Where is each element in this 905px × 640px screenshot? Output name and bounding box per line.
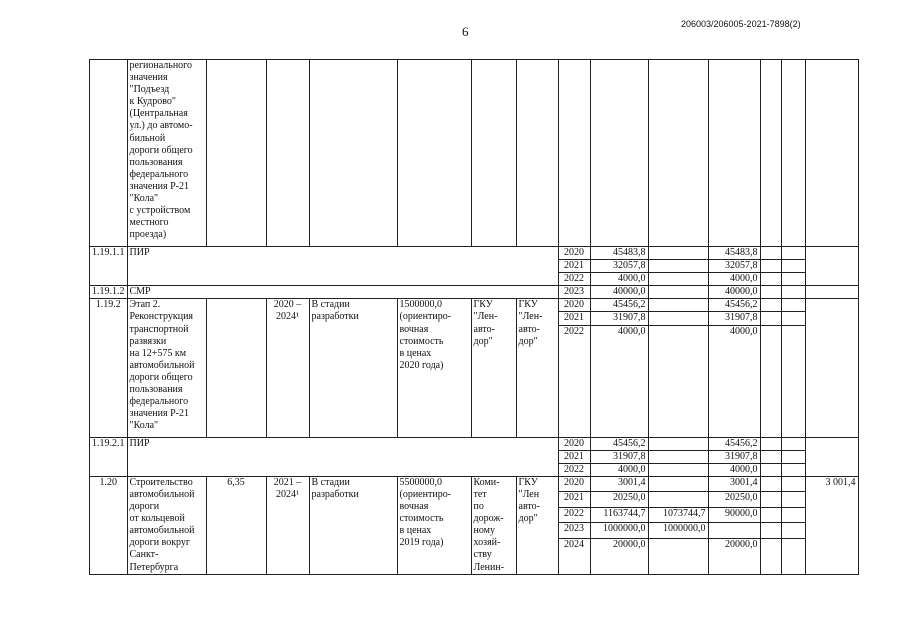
cell-line: по: [473, 501, 484, 513]
project-name-cell: [127, 60, 206, 247]
cell-line: стоимость: [399, 513, 444, 525]
cell-line: 1500000,0: [399, 299, 442, 311]
cell-line: дор": [518, 513, 538, 525]
cell-line: федерального: [129, 396, 189, 408]
executor-cell: [516, 476, 558, 574]
cell-line: (ориентиро-: [399, 488, 452, 500]
cell-line: пользования: [129, 156, 183, 168]
cell-line: 2024¹: [276, 488, 299, 500]
cell-line: проезда): [129, 229, 167, 241]
project-name-cell: [127, 299, 206, 437]
row-label: ПИР: [127, 437, 558, 476]
cell-line: дороги общего: [129, 144, 193, 156]
cell-line: бильной: [129, 132, 166, 144]
cell-code: [90, 60, 128, 247]
cell-line: "Лен: [518, 488, 540, 500]
cell-line: 5500000,0: [399, 476, 442, 488]
table-row: 2022 4000,0 4000,0: [90, 463, 859, 476]
cell-line: федерального: [129, 168, 189, 180]
table-row: 2022 4000,0 4000,0: [90, 273, 859, 286]
table-row: 2022 1163744,7 1073744,7 90000,0: [90, 507, 859, 522]
cell-line: авто-: [518, 501, 540, 513]
cell-line: вочная: [399, 501, 429, 513]
cell-line: в ценах: [399, 525, 432, 537]
cell-line: 2020 года): [399, 359, 444, 371]
status-cell: [309, 476, 397, 574]
row-code: 1.19.1.1: [90, 247, 128, 286]
status-cell: [309, 299, 397, 437]
cell-line: с устройством: [129, 205, 191, 217]
cell-line: стоимость: [399, 335, 444, 347]
row-label: СМР: [127, 286, 558, 299]
executor-cell: [516, 299, 558, 437]
cell-line: ному: [473, 525, 495, 537]
cell-line: Этап 2.: [129, 299, 161, 311]
table-row: 2021 20250,0 20250,0: [90, 492, 859, 507]
cell-line: Реконструкция: [129, 311, 194, 323]
cell-line: ГКУ: [473, 299, 493, 311]
cell-line: дор": [473, 335, 493, 347]
cell-line: В стадии: [311, 299, 350, 311]
table-row: 1.19.1.2 СМР 2023 40000,0 40000,0: [90, 286, 859, 299]
table-row: 2023 1000000,0 1000000,0: [90, 523, 859, 538]
table-row: 2024 20000,0 20000,0: [90, 538, 859, 574]
cell-line: хозяй-: [473, 537, 501, 549]
cell-line: развязки: [129, 335, 167, 347]
cell-line: В стадии: [311, 476, 350, 488]
cell-line: дороги общего: [129, 371, 193, 383]
cell-line: автомобильной: [129, 525, 195, 537]
cell-line: автомобильной: [129, 359, 195, 371]
cell-line: Ленин-: [473, 561, 505, 573]
cell-line: (ориентиро-: [399, 311, 452, 323]
cost-cell: [397, 299, 471, 437]
cell-line: "Кола": [129, 420, 159, 432]
document-code: 206003/206005-2021-7898(2): [681, 19, 801, 29]
program-table: [89, 59, 859, 575]
cost-cell: [397, 476, 471, 574]
cell-line: транспортной: [129, 323, 189, 335]
client-cell: [471, 299, 516, 437]
continuation-row: [90, 60, 859, 247]
cell-line: ГКУ: [518, 299, 538, 311]
cell-line: авто-: [518, 323, 540, 335]
cell-line: дорож-: [473, 513, 504, 525]
cell-line: разработки: [311, 311, 359, 323]
cell-line: 2024¹: [276, 311, 299, 323]
table-row: 2021 31907,8 31907,8: [90, 450, 859, 463]
cell-line: ству: [473, 549, 492, 561]
cell-line: дороги: [129, 501, 160, 513]
cell-line: значения: [129, 72, 168, 84]
table-row: 2021 31907,8 31907,8: [90, 312, 859, 325]
cell-line: ГКУ: [518, 476, 538, 488]
cell-line: 2021 –: [273, 476, 302, 488]
cell-line: значения Р-21: [129, 408, 190, 420]
cell-line: вочная: [399, 323, 429, 335]
cell-line: 2019 года): [399, 537, 444, 549]
cell-line: дор": [518, 335, 538, 347]
last-value-cell: 3 001,4: [805, 476, 858, 574]
cell-line: на 12+575 км: [129, 347, 187, 359]
cell-line: пользования: [129, 384, 183, 396]
cell-line: разработки: [311, 488, 359, 500]
cell-line: от кольцевой: [129, 513, 185, 525]
cell-line: Санкт-: [129, 549, 159, 561]
page-number: 6: [462, 24, 469, 39]
row-code: 1.19.2.1: [90, 437, 128, 476]
cell-line: "Подъезд: [129, 84, 170, 96]
table-row: 1.20 Строительство автомобильной дороги от кольцевой автомобильной дороги вокруг Санкт- Петербурга 6,35 2021 – 2024¹ В стадии разработки 5500000,0 (ориентиро- вочная стоимость в ценах 2019 года) Коми- тет по дорож- ному хозяй- ству Ленин- ГКУ "Лен авто- дор" 2020 3001,4 3001,4 3 001,4: [90, 476, 859, 491]
cell-line: Строительство: [129, 476, 193, 488]
client-cell: [471, 476, 516, 574]
row-code: 1.19.1.2: [90, 286, 128, 299]
cell-line: значения Р-21: [129, 180, 190, 192]
cell-line: ул.) до автомо-: [129, 120, 193, 132]
cell-line: дороги вокруг: [129, 537, 191, 549]
cell-line: тет: [473, 488, 487, 500]
table-row: 2022 4000,0 4000,0: [90, 325, 859, 437]
cell-line: Коми-: [473, 476, 500, 488]
table-row: 1.19.2.1 ПИР 2020 45456,2 45456,2: [90, 437, 859, 450]
table-row: 1.19.1.1 ПИР 2020 45483,8 45483,8: [90, 247, 859, 260]
cell-line: в ценах: [399, 347, 432, 359]
cell-line: автомобильной: [129, 488, 195, 500]
table-row: 2021 32057,8 32057,8: [90, 260, 859, 273]
cell-line: местного: [129, 217, 169, 229]
row-code: 1.19.2: [90, 299, 128, 437]
period-cell: [266, 476, 309, 574]
cell-line: "Лен-: [518, 311, 543, 323]
cell-line: (Центральная: [129, 108, 188, 120]
cell-line: авто-: [473, 323, 495, 335]
row-code: 1.20: [90, 476, 128, 574]
table-row: 1.19.2 Этап 2. Реконструкция транспортной развязки на 12+575 км автомобильной дороги общего пользования федерального значения Р-21 "Кола" 2020 – 2024¹ В стадии разработки 1500000,0 (ориентиро- вочная стоимость в ценах 2020 года) ГКУ "Лен- авто- дор" ГКУ "Лен- авто- дор" 2020 45456,2 45456,2: [90, 299, 859, 312]
cell-line: 2020 –: [273, 299, 302, 311]
cell-line: "Кола": [129, 193, 159, 205]
row-label: ПИР: [127, 247, 558, 286]
cell-line: к Кудрово": [129, 96, 176, 108]
cell-line: "Лен-: [473, 311, 498, 323]
cell-line: регионального: [129, 60, 193, 71]
length-cell: 6,35: [206, 476, 266, 574]
period-cell: [266, 299, 309, 437]
project-name-cell: [127, 476, 206, 574]
cell-line: Петербурга: [129, 561, 179, 573]
